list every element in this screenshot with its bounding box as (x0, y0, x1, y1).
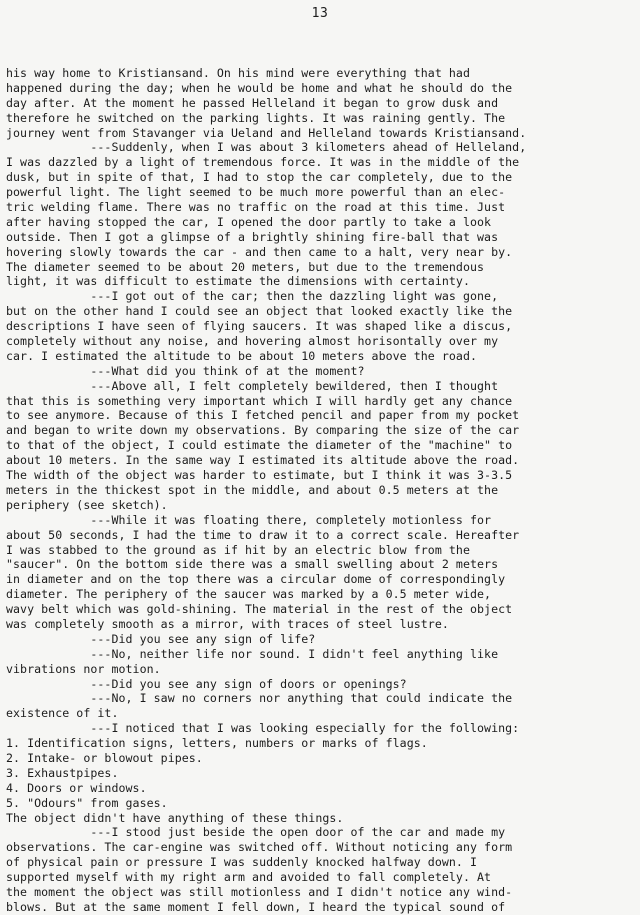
text-line: "saucer". On the bottom side there was a small swelling about 2 meters (6, 557, 499, 572)
text-line: powerful light. The light seemed to be much more powerful than an elec- (6, 185, 506, 200)
text-line: 5. "Odours" from gases. (6, 795, 168, 810)
text-line: that this is something very important which I will hardly get any chance (6, 393, 513, 408)
text-line: ---I noticed that I was looking especially for the following: (6, 721, 520, 736)
text-line: hovering slowly towards the car - and then came to a halt, very near by. (6, 244, 513, 259)
text-line: journey went from Stavanger via Ueland and Helleland towards Kristiansand. (6, 125, 527, 140)
text-line: The diameter seemed to be about 20 meters, but due to the tremendous (6, 259, 485, 274)
text-line: day after. At the moment he passed Helleland it began to grow dusk and (6, 95, 499, 110)
text-line: to see anymore. Because of this I fetched pencil and paper from my pocket (6, 408, 520, 423)
text-line: ---I stood just beside the open door of the car and made my (6, 825, 506, 840)
text-line: his way home to Kristiansand. On his mind were everything that had (6, 66, 470, 80)
text-line: 2. Intake- or blowout pipes. (6, 750, 203, 765)
text-line: periphery (see sketch). (6, 497, 168, 512)
text-line: The object didn't have anything of these things. (6, 810, 344, 825)
text-line: the moment the object was still motionless and I didn't notice any wind- (6, 884, 513, 899)
text-line: to that of the object, I could estimate the diameter of the "machine" to (6, 438, 513, 453)
text-line: therefore he switched on the parking lights. It was raining gently. The (6, 110, 506, 125)
text-line: 3. Exhaustpipes. (6, 765, 119, 780)
text-line: of physical pain or pressure I was suddenly knocked halfway down. I (6, 855, 478, 870)
text-line: ---I got out of the car; then the dazzling light was gone, (6, 289, 499, 304)
text-line: and began to write down my observations. By comparing the size of the car (6, 423, 520, 438)
text-line: car. I estimated the altitude to be about 10 meters above the road. (6, 348, 478, 363)
text-line: wavy belt which was gold-shining. The material in the rest of the object (6, 602, 513, 617)
text-line: observations. The car-engine was switched off. Without noticing any form (6, 840, 513, 855)
text-line: about 50 seconds, I had the time to draw it to a correct scale. Hereafter (6, 527, 520, 542)
text-line: 1. Identification signs, letters, numbers or marks of flags. (6, 736, 428, 751)
text-line: happened during the day; when he would be home and what he should do the (6, 80, 513, 95)
text-line: ---Above all, I felt completely bewildered, then I thought (6, 378, 499, 393)
text-line: was completely smooth as a mirror, with traces of steel lustre. (6, 616, 449, 631)
text-line: completely without any noise, and hovering almost horisontally over my (6, 334, 499, 349)
text-line: ---Did you see any sign of life? (6, 631, 316, 646)
text-line: supported myself with my right arm and avoided to fall completely. At (6, 870, 492, 885)
text-line: diameter. The periphery of the saucer was marked by a 0.5 meter wide, (6, 587, 492, 602)
text-line: dusk, but in spite of that, I had to stop the car completely, due to the (6, 170, 513, 185)
text-line: after having stopped the car, I opened the door partly to take a look (6, 214, 492, 229)
text-line: I was stabbed to the ground as if hit by an electric blow from the (6, 542, 470, 557)
text-line: tric welding flame. There was no traffic on the road at this time. Just (6, 200, 506, 215)
text-line: vibrations nor motion. (6, 661, 161, 676)
text-line: about 10 meters. In the same way I estimated its altitude above the road. (6, 453, 520, 468)
text-line: The width of the object was harder to estimate, but I think it was 3-3.5 (6, 468, 513, 483)
text-line: but on the other hand I could see an object that looked exactly like the (6, 304, 513, 319)
text-line: ---While it was floating there, completely motionless for (6, 512, 492, 527)
text-line: I was dazzled by a light of tremendous force. It was in the middle of the (6, 155, 520, 170)
text-line: outside. Then I got a glimpse of a brightly shining fire-ball that was (6, 229, 499, 244)
body-text (6, 66, 634, 915)
text-line: in diameter and on the top there was a circular dome of correspondingly (6, 572, 506, 587)
text-line: ---Suddenly, when I was about 3 kilometers ahead of Helleland, (6, 140, 527, 155)
text-line: existence of it. (6, 706, 119, 721)
page-number: 13 (311, 6, 329, 21)
text-line: ---No, I saw no corners nor anything that could indicate the (6, 691, 513, 706)
text-line: blows. But at the same moment I fell down, I heard the typical sound of (6, 899, 506, 914)
text-line: light, it was difficult to estimate the dimensions with certainty. (6, 274, 470, 289)
text-line: ---No, neither life nor sound. I didn't feel anything like (6, 646, 499, 661)
text-line: 4. Doors or windows. (6, 780, 147, 795)
text-line: meters in the thickest spot in the middle, and about 0.5 meters at the (6, 482, 499, 497)
text-line: descriptions I have seen of flying saucers. It was shaped like a discus, (6, 319, 513, 334)
text-line: ---Did you see any sign of doors or openings? (6, 676, 407, 691)
text-line: ---What did you think of at the moment? (6, 363, 365, 378)
